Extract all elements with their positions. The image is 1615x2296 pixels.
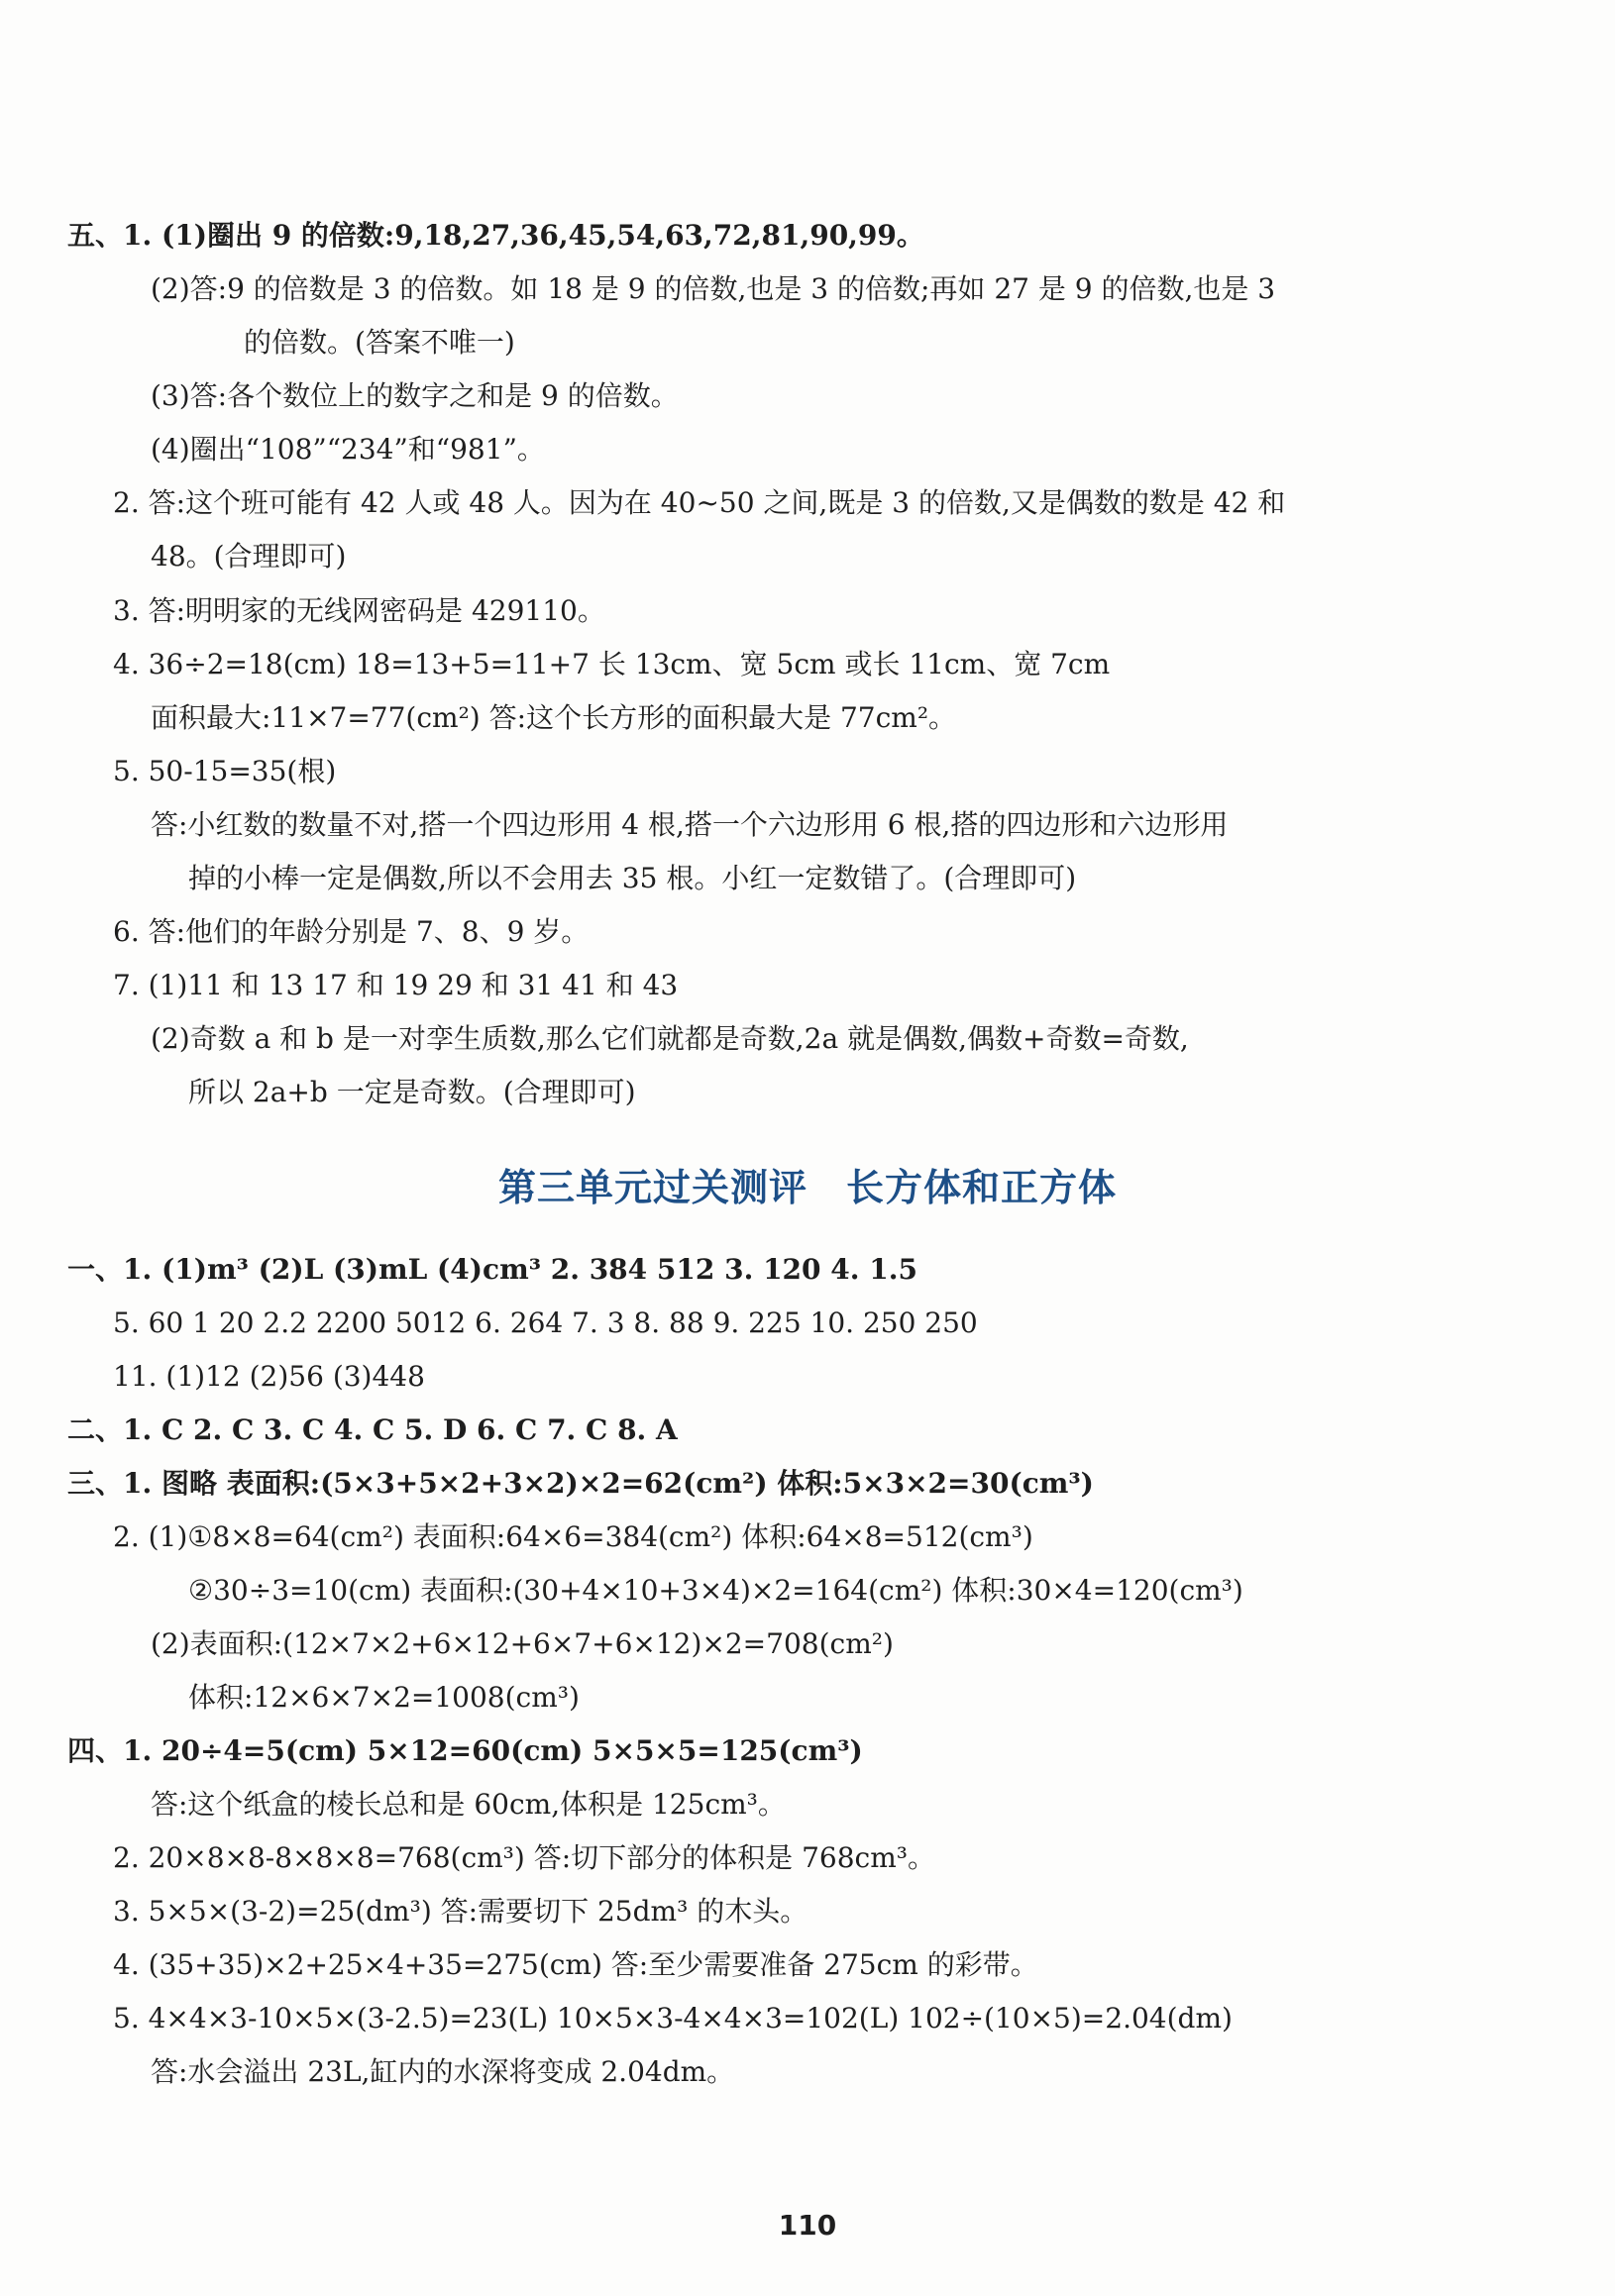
answer-line: 3. 答:明明家的无线网密码是 429110。 [113,594,605,627]
answer-line: 面积最大:11×7=77(cm²) 答:这个长方形的面积最大是 77cm²。 [151,701,957,734]
answer-line: 五、1. (1)圈出 9 的倍数:9,18,27,36,45,54,63,72,81,90,99。 [67,219,924,252]
answer-line: 答:水会溢出 23L,缸内的水深将变成 2.04dm。 [151,2055,735,2088]
answer-line: (4)圈出“108”“234”和“981”。 [151,433,545,466]
answer-line: 体积:12×6×7×2=1008(cm³) [188,1681,580,1714]
answer-line: 11. (1)12 (2)56 (3)448 [113,1360,425,1393]
answer-line: ②30÷3=10(cm) 表面积:(30+4×10+3×4)×2=164(cm²) 体积:30×4=120(cm³) [188,1574,1243,1607]
answer-line: 三、1. 图略 表面积:(5×3+5×2+3×2)×2=62(cm²) 体积:5×3×2=30(cm³) [67,1467,1094,1500]
answer-line: 2. 20×8×8-8×8×8=768(cm³) 答:切下部分的体积是 768cm³。 [113,1841,935,1874]
answer-line: 二、1. C 2. C 3. C 4. C 5. D 6. C 7. C 8. A [67,1413,678,1446]
answer-line: (2)答:9 的倍数是 3 的倍数。如 18 是 9 的倍数,也是 3 的倍数;再如 27 是 9 的倍数,也是 3 [151,272,1276,305]
section-title: 第三单元过关测评 长方体和正方体 [497,1166,1117,1209]
answer-line: 的倍数。(答案不唯一) [244,326,515,359]
answer-line: (2)表面积:(12×7×2+6×12+6×7+6×12)×2=708(cm²) [151,1627,894,1660]
answer-line: 4. (35+35)×2+25×4+35=275(cm) 答:至少需要准备 275cm 的彩带。 [113,1948,1038,1981]
answer-line: 掉的小棒一定是偶数,所以不会用去 35 根。小红一定数错了。(合理即可) [188,862,1077,894]
answer-line: 答:小红数的数量不对,搭一个四边形用 4 根,搭一个六边形用 6 根,搭的四边形和六边形用 [151,808,1229,841]
answer-line: 四、1. 20÷4=5(cm) 5×12=60(cm) 5×5×5=125(cm³) [67,1734,863,1767]
answer-line: 7. (1)11 和 13 17 和 19 29 和 31 41 和 43 [113,969,679,1001]
answer-line: 5. 50-15=35(根) [113,755,337,787]
answer-line: 5. 4×4×3-10×5×(3-2.5)=23(L) 10×5×3-4×4×3=102(L) 102÷(10×5)=2.04(dm) [113,2002,1233,2035]
answer-line: 3. 5×5×(3-2)=25(dm³) 答:需要切下 25dm³ 的木头。 [113,1895,808,1928]
answer-line: 48。(合理即可) [151,540,347,573]
answer-line: 所以 2a+b 一定是奇数。(合理即可) [188,1076,636,1108]
answer-line: (3)答:各个数位上的数字之和是 9 的倍数。 [151,379,679,412]
answer-line: 2. (1)①8×8=64(cm²) 表面积:64×6=384(cm²) 体积:64×8=512(cm³) [113,1520,1033,1553]
answer-line: 6. 答:他们的年龄分别是 7、8、9 岁。 [113,915,590,948]
answer-line: 一、1. (1)m³ (2)L (3)mL (4)cm³ 2. 384 512 3. 120 4. 1.5 [67,1253,917,1286]
answer-line: 2. 答:这个班可能有 42 人或 48 人。因为在 40~50 之间,既是 3 的倍数,又是偶数的数是 42 和 [113,486,1286,519]
answer-line: 4. 36÷2=18(cm) 18=13+5=11+7 长 13cm、宽 5cm 或长 11cm、宽 7cm [113,648,1111,680]
page-number: 110 [778,2209,837,2242]
answer-line: (2)奇数 a 和 b 是一对孪生质数,那么它们就都是奇数,2a 就是偶数,偶数+奇数=奇数, [151,1022,1189,1055]
answer-line: 5. 60 1 20 2.2 2200 5012 6. 264 7. 3 8. 88 9. 225 10. 250 250 [113,1306,978,1339]
answer-line: 答:这个纸盒的棱长总和是 60cm,体积是 125cm³。 [151,1788,786,1821]
